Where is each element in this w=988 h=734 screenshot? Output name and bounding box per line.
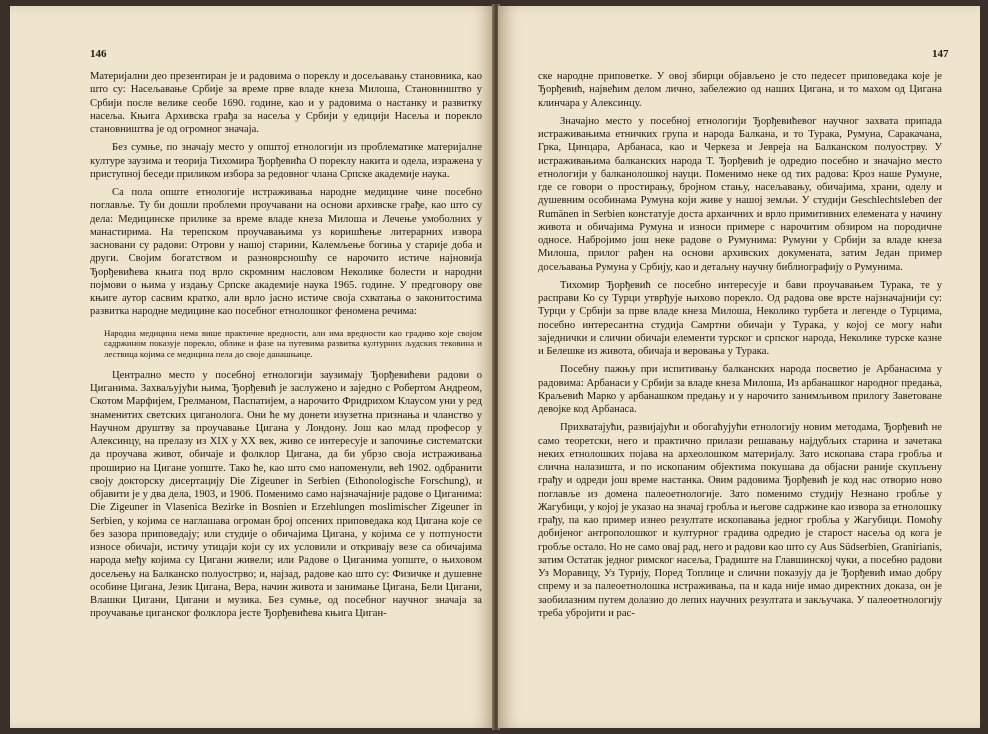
paragraph: Значајно место у посебној етнологији Ђорђевићевог научног захвата припада истраживањима етничких група и народа Балкана, и то Турака, Румуна, Саракачана, Грка, Цинцара, Арбанаса, као и Черкеза и Јевреја на Балканском полуострву. У истраживањима балканских народа Т. Ђорђевић је одредио посебно и значајно место етнологији у балканолошкој науци. Поменимо неке од тих радова: Кроз наше Румуне, где се говори о простирању, бројном стању, насељавању, обичајима, храни, оделу и душевним особинама Румуна који живе у нашој земљи. У студији Geschlechtsleben der Rumänen in Serbien констатује доста архаичних и врло примитивних елемената у начину живота и обичајима Румуна и износи примере с нарочитим обзиром на породичне односе. Набројимо још неке радове о Румунима: Румуни у Србији за владе кнеза Милоша, прилог рађен на основи архивских докумената, затим Један пример досељавања Румуна у Србију, као и детаљну научну библиографију о Румунима. bbox=[538, 115, 942, 273]
paragraph: Без сумње, по значају место у општој етнологији из проблематике материјалне културе заузима и теорија Тихомира Ђорђевића О пореклу накита и одела, изражена у приступној беседи приликом избора за редовног члана Српске академије наука. bbox=[90, 142, 482, 180]
paragraph: Прихватајући, развијајући и обогаћујући етнологију новим методама, Ђорђевић не само теоретски, него и практично прилази решавању најдубљих старина и зачетака неких етнолошких појава на археолошком материјалу. Зато ископава стара гробља и слична налазишта, и по ископаним објектима покушава да објасни раније скупљену грађу и одреди још време настанка. Овим радовима Ђорђевић је код нас отворио ново поглавље из домена палеоетнологије. Зато поменимо студију Незнано гробље у Жагубици, у којој је указао на значај гробља и његове садржине као извора за етнолошку грађу, па као пример изнео резултате ископавања једног гробља у Жагубици. Помоћу добијеног антрополошког и културног градива одредио је старост насеља од кога је гробље остало. Но не само овај рад, него и радови као што су Aus Südserbien, Granirianis, затим Остатак једног римског насеља, Градиште на Главшинској чуки, а посебно радови Уз Моравицу, Уз Турију, Поред Топлице и слични показују да је Ђорђевић имао добру спрему и за палеоетнолошка истраживања, па и када није имао директних доказа, он је заобилазним путем долазио до лепих научних резултата и закључака. У палеоетнологију треба убројити и рас- bbox=[538, 422, 942, 619]
paragraph: Тихомир Ђорђевић се посебно интересује и бави проучавањем Турака, те у расправи Ко су Турци утврђује њихово порекло. Од радова ове врсте најзначајнији су: Турци у Србији за прве владе кнеза Милоша, Неколико турбета и легенде о Турцима, посебно интересантна студија Самртни обичаји у Турака, у којој се могу наћи заједнички и слични обичаји елементи турског и српског народа, Неколике турске казне и Белешке из живота, обичаја и веровања у Турака. bbox=[538, 279, 942, 357]
right-page bbox=[498, 6, 980, 728]
paragraph: Материјални део презентиран је и радовима о пореклу и досељавању становника, као што су: Насељавање Србије за време прве владе кнеза Милоша, Становништво у Србији после велике сеобе 1690. године, као и у радовима о настанку и развитку насеља. Књига Архивска грађа за насеља у Србији у едицији Насеља и порекло становништва је од огромног значаја. bbox=[90, 71, 482, 135]
page-number-left: 146 bbox=[90, 48, 107, 60]
left-page-text bbox=[90, 70, 482, 621]
paragraph: ске народне приповетке. У овој збирци објављено је сто педесет приповедака које је Ђорђевић, највећим делом лично, забележио од наших Цигана, и то махом од Цигана клинчара у Алексинцу. bbox=[538, 71, 942, 109]
paragraph: Централно место у посебној етнологији заузимају Ђорђевићеви радови о Циганима. Захваљујући њима, Ђорђевић је заслужено и заједно с Робертом Андреом, Скотом Марфијем, Грелманом, Паспатијем, а нарочито Фридрихом Клаусом уни у ред знаменитих светских циганолога. Они ће му донети изузетна признања и чланство у Научном друштву за проучавање Цигана у Лондону. Још као млад професор у Алексинцу, на прелазу из XIX у XX век, живо се интересује и започиње систематски да проучава живот, обичаје и фолклор Цигана, да би убрзо своја истраживања проширио на Цигане уопште. Тако ће, као што смо напоменули, већ 1902. одбранити своју докторску дисертацију Die Zigeuner in Serbien (Ethonologische Forschung), и објавити је у два дела, 1903, и 1906. Поменимо само најзначајније радове о Циганима: Die Zigeuner in Vlasenica Bezirke in Bosnien и Erzehlungen moslimischer Zigeuner in Serbien, у којима се наглашава огроман број опсених приповедака код Цигана које се без зазора приповедају; или студије о обичајима Цигана, у којима се у потпуности износе обичаји, истичу утицаји који су их условили и откривају везе са обичајима народа међу којима су Цигани живели; или Радове о Циганима уопште, о њиховом досељењу на Балканско полуострво; и, најзад, радове као што су: Физичке и душевне особине Цигана, Језик Цигана, Вера, начин живота и занимање Цигана, Бели Цигани, Влашки Цигани, Цигани и музика. Без сумње, од посебног научног значаја за проучавање циганског фолклора јесте Ђорђевићева књига Циган- bbox=[90, 369, 482, 620]
paragraph: Посебну пажњу при испитивању балканских народа посветио је Арбанасима у радовима: Арбанаси у Србији за владе кнеза Милоша, Из арбанашког народног предања, Краљевић Марко у арбанашком предању и у нарочито занимљивом прилогу Заветоване девојке код Арбанаса. bbox=[538, 364, 942, 415]
right-page-text bbox=[538, 70, 942, 620]
paragraph: Са пола опште етнологије истраживања народне медицине чине посебно поглавље. Ту би дошли проблеми проучавани на основи архивске грађе, као што су дела: Медицинске прилике за време владе кнеза Милоша и Лечење умоболних у манастирима. На терепском проучавањима уз коришћење литерарних извора засновани су радови: Отрови у нашој старини, Калемљење богиња у старије доба и други. Својим богатством и разноврсношћу се нарочито истиче најновија Ђорђевићева књига под врло скромним насловом Неколике болести и народни појмови о њима у издању Српске академије наука 1965. године. У предговору ове књиге аутор сасвим кратко, али врло јасно истиче своја схватања о законитостима развитка народне медицине као посебног етнолошког феномена речима: bbox=[90, 187, 482, 318]
page-number-right: 147 bbox=[932, 48, 949, 60]
left-page bbox=[10, 6, 494, 728]
block-quote: Народна медицина нема више практичне вредности, али има вредности као градиво које својом садржином показује порекло, облике и фазе на путевима развитка културних људских тековина и лествица којима се медицина пела до своје данашњице. bbox=[104, 327, 482, 360]
